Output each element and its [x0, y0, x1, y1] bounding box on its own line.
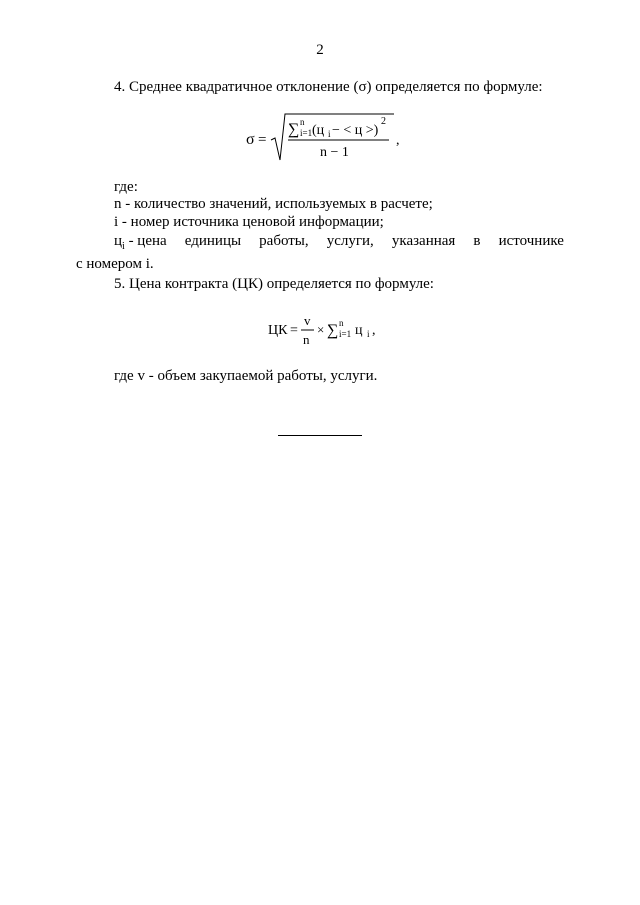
ck-times: × [317, 322, 325, 337]
formula-eq: = [258, 132, 267, 148]
definition-ci: $ц_i$ - цена единицы работы, услуги, указанная в источнике [114, 233, 564, 252]
definition-ci-continuation: с номером i. [76, 256, 154, 272]
ck-term: ц [355, 323, 363, 338]
ck-sum: ∑ [327, 322, 339, 339]
power: 2 [381, 116, 386, 127]
end-rule [278, 435, 362, 436]
sum-body-sub: i [328, 129, 331, 139]
sum-lower: i=1 [300, 128, 313, 138]
ck-trail: , [372, 323, 376, 338]
ck-lhs: ЦК [268, 323, 288, 338]
item-5-text: 5. Цена контракта (ЦК) определяется по формуле: [114, 276, 434, 292]
ck-denominator: n [303, 332, 310, 347]
ck-sum-lower: i=1 [339, 329, 352, 339]
ck-formula [268, 312, 398, 352]
formula-lhs: σ [246, 131, 255, 148]
sum-upper: n [300, 117, 305, 127]
sigma-formula [244, 112, 404, 168]
trail-comma: , [396, 133, 400, 148]
where-label: где: [114, 179, 138, 195]
page-number: 2 [316, 42, 324, 58]
ck-numerator: v [304, 313, 311, 328]
ck-sum-upper: n [339, 318, 344, 328]
ck-term-sub: i [367, 329, 370, 339]
item-4-text: 4. Среднее квадратичное отклонение (σ) определяется по формуле: [114, 79, 543, 95]
denominator: n − 1 [320, 145, 349, 160]
where-v: где v - объем закупаемой работы, услуги. [114, 368, 378, 384]
definition-i: i - номер источника ценовой информации; [114, 214, 384, 230]
sum-sign: ∑ [288, 121, 300, 138]
ck-eq: = [290, 323, 298, 338]
definition-n: n - количество значений, используемых в расчете; [114, 196, 433, 212]
sum-body-rest: − < ц >) [332, 123, 379, 138]
sum-body: (ц [312, 123, 325, 138]
